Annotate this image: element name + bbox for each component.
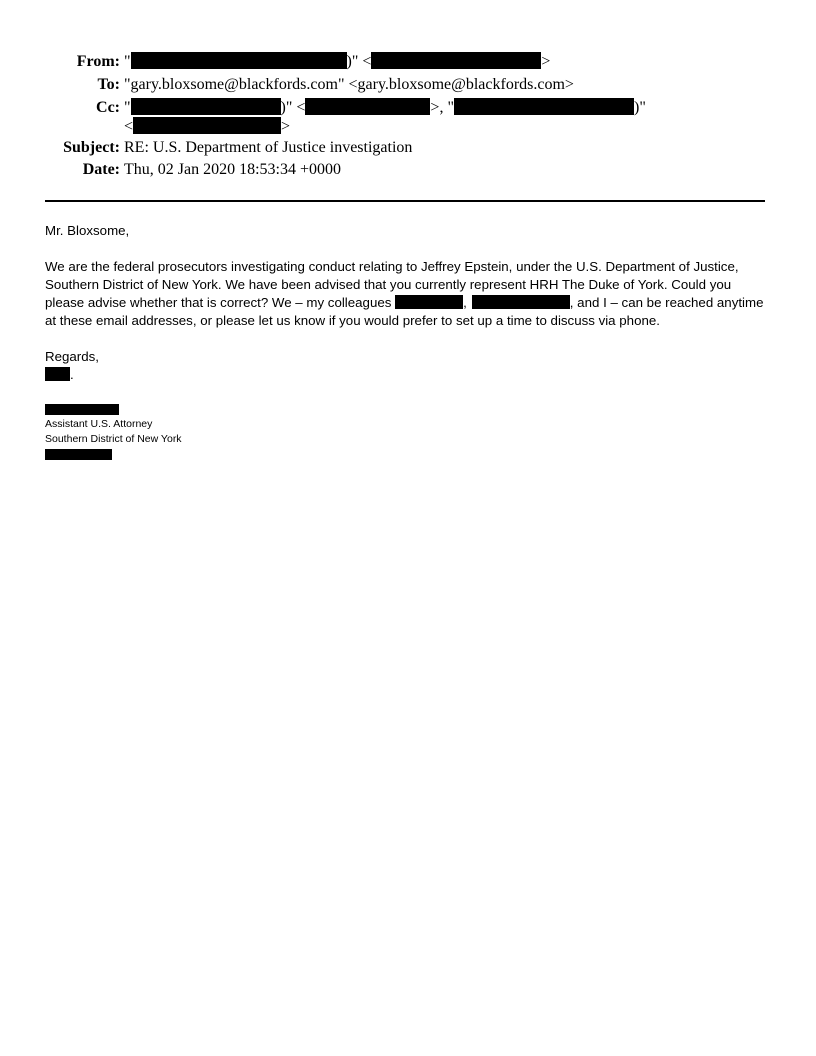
signature-office: Southern District of New York [45, 433, 182, 445]
subject-label: Subject: [63, 139, 120, 156]
redaction-block [305, 98, 430, 115]
email-header [0, 52, 816, 182]
redaction-block [45, 404, 119, 415]
redaction-block [45, 449, 112, 460]
subject-value: RE: U.S. Department of Justice investigation [124, 139, 413, 156]
redaction-block [472, 295, 570, 309]
redaction-block [131, 52, 347, 69]
to-value: "gary.bloxsome@blackfords.com" <gary.bloxsome@blackfords.com> [124, 76, 574, 93]
from-value: " )" < > [124, 53, 551, 70]
redaction-block [395, 295, 463, 309]
cc-label: Cc: [96, 99, 120, 116]
redaction-block [133, 117, 281, 134]
redaction-block [371, 52, 541, 69]
redaction-block [45, 367, 70, 381]
body-line-1: We are the federal prosecutors investigating conduct relating to Jeffrey Epstein, under the U.S. Department of Justice, [45, 259, 739, 274]
body-line-2: Southern District of New York. We have been advised that you currently represent HRH The Duke of York. Could you [45, 277, 732, 292]
redaction-block [454, 98, 634, 115]
date-value: Thu, 02 Jan 2020 18:53:34 +0000 [124, 161, 342, 178]
body-line-4: at these email addresses, or please let us know if you would prefer to set up a time to discuss via phone. [45, 313, 660, 328]
greeting: Mr. Bloxsome, [45, 223, 130, 238]
header-divider [45, 200, 765, 202]
cc-value: " )" < >, " )" [124, 99, 646, 116]
cc-value-line2: < > [124, 118, 291, 135]
closing: Regards, [45, 349, 99, 364]
body-line-3: please advise whether that is correct? We – my colleagues , , and I – can be reached anytime [45, 295, 764, 310]
to-label: To: [97, 76, 120, 93]
signature-title: Assistant U.S. Attorney [45, 418, 153, 430]
date-label: Date: [82, 161, 120, 178]
from-label: From: [76, 53, 120, 70]
redaction-block [131, 98, 281, 115]
sender-initial: . [45, 366, 74, 384]
